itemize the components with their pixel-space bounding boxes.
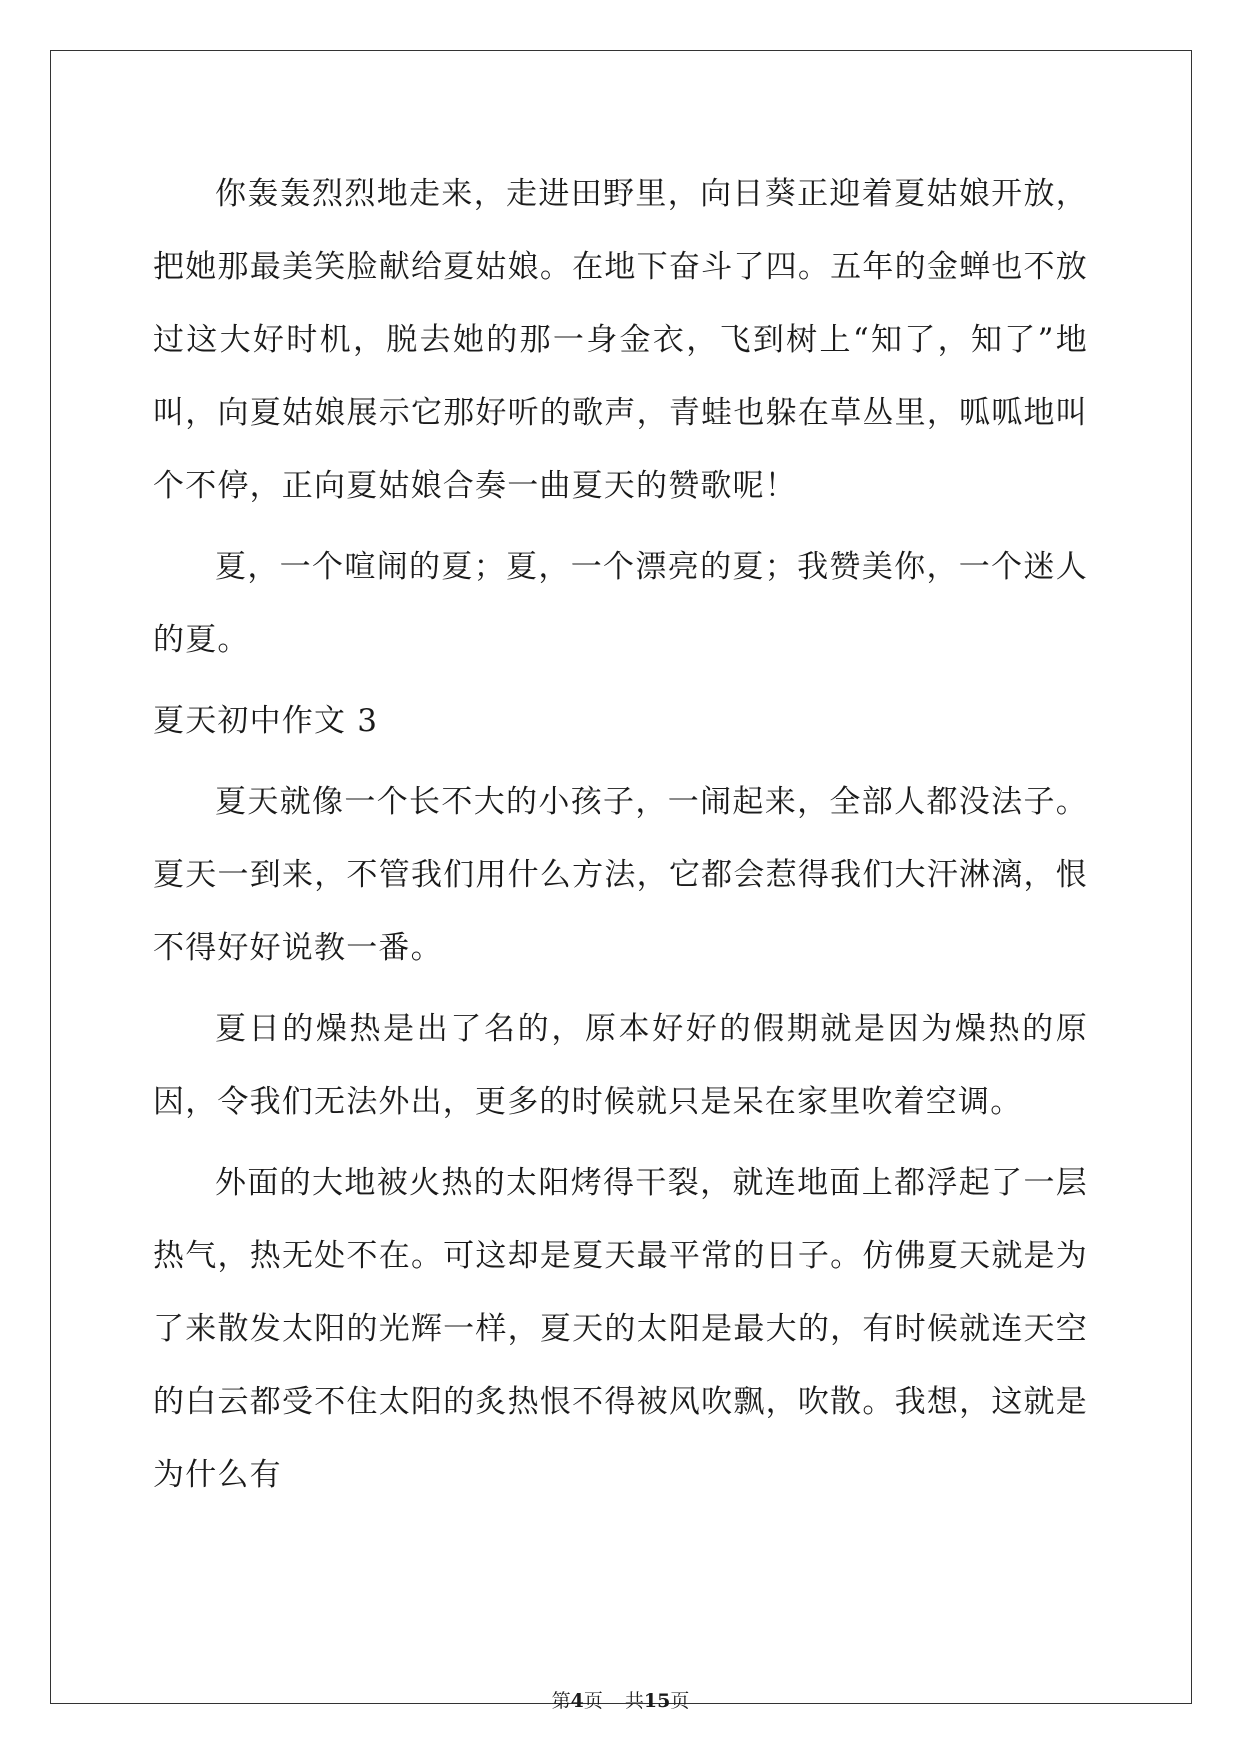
page-prefix: 第 bbox=[551, 1690, 571, 1712]
total-suffix: 页 bbox=[670, 1690, 690, 1712]
section-heading: 夏天初中作文 3 bbox=[153, 703, 379, 739]
document-body bbox=[153, 158, 1088, 1520]
page-number: 4 bbox=[570, 1690, 584, 1712]
paragraph: 外面的大地被火热的太阳烤得干裂，就连地面上都浮起了一层热气，热无处不在。可这却是夏天最平常的日子。仿佛夏天就是为了来散发太阳的光辉一样，夏天的太阳是最大的，有时候就连天空的白云都受不住太阳的炙热恨不得被风吹飘，吹散。我想，这就是为什么有 bbox=[153, 1165, 1088, 1493]
paragraph: 你轰轰烈烈地走来，走进田野里，向日葵正迎着夏姑娘开放，把她那最美笑脸献给夏姑娘。在地下奋斗了四。五年的金蝉也不放过这大好时机，脱去她的那一身金衣，飞到树上“知了，知了”地叫，向夏姑娘展示它那好听的歌声，青蛙也躲在草丛里，呱呱地叫个不停，正向夏姑娘合奏一曲夏天的赞歌呢！ bbox=[153, 176, 1088, 504]
paragraph: 夏，一个喧闹的夏；夏，一个漂亮的夏；我赞美你，一个迷人的夏。 bbox=[153, 549, 1088, 658]
page-suffix: 页 bbox=[583, 1690, 603, 1712]
paragraph: 夏天就像一个长不大的小孩子，一闹起来，全部人都没法子。夏天一到来，不管我们用什么方法，它都会惹得我们大汗淋漓，恨不得好好说教一番。 bbox=[153, 784, 1088, 966]
paragraph: 夏日的燥热是出了名的，原本好好的假期就是因为燥热的原因，令我们无法外出，更多的时候就只是呆在家里吹着空调。 bbox=[153, 1011, 1088, 1120]
total-prefix: 共 bbox=[624, 1690, 644, 1712]
page-footer bbox=[0, 1686, 1241, 1713]
total-pages: 15 bbox=[643, 1690, 671, 1712]
